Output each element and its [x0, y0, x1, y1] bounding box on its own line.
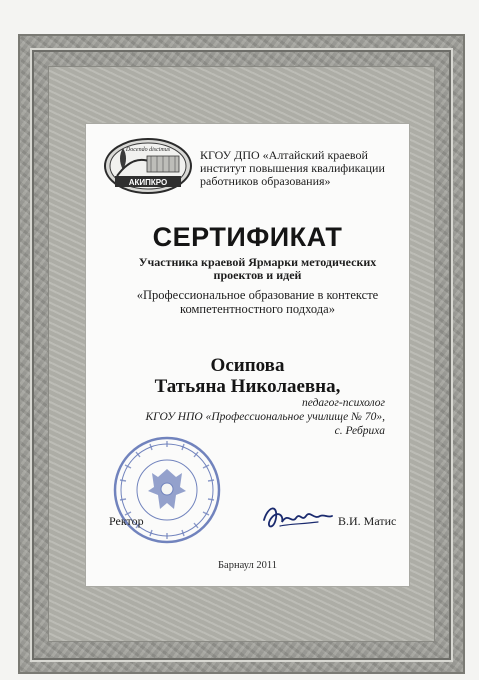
recipient-given-names: Татьяна Николаевна,	[154, 376, 341, 397]
signatory-name: В.И. Матис	[338, 514, 397, 528]
organization-line: институт повышения квалификации	[200, 161, 385, 175]
recipient-position	[100, 396, 385, 438]
certificate-title: СЕРТИФИКАТ	[152, 222, 343, 252]
handwritten-signature	[258, 498, 336, 538]
subtitle-line: проектов и идей	[213, 268, 302, 282]
recipient-surname: Осипова	[210, 355, 285, 376]
position-line: с. Ребриха	[334, 425, 385, 437]
organization-line: КГОУ ДПО «Алтайский краевой	[200, 148, 368, 162]
program-name	[100, 288, 415, 316]
organization-name	[200, 149, 390, 188]
signatory-role: Ректор	[109, 514, 144, 528]
subtitle-line: Участника краевой Ярмарки методических	[138, 255, 377, 269]
program-line: «Профессиональное образование в контексте	[136, 288, 379, 302]
position-line: КГОУ НПО «Профессиональное училище № 70»,	[145, 411, 385, 423]
program-line: компетентностного подхода»	[180, 302, 335, 316]
recipient-name	[86, 355, 409, 397]
organization-line: работников образования»	[200, 174, 331, 188]
position-line: педагог-психолог	[302, 397, 385, 409]
logo-abbreviation: АКИПКРО	[128, 178, 168, 187]
logo-motto: Docendo discimus	[125, 147, 171, 153]
place-and-year: Барнаул 2011	[218, 560, 277, 571]
institute-logo	[103, 136, 193, 196]
certificate-subtitle	[100, 256, 415, 282]
